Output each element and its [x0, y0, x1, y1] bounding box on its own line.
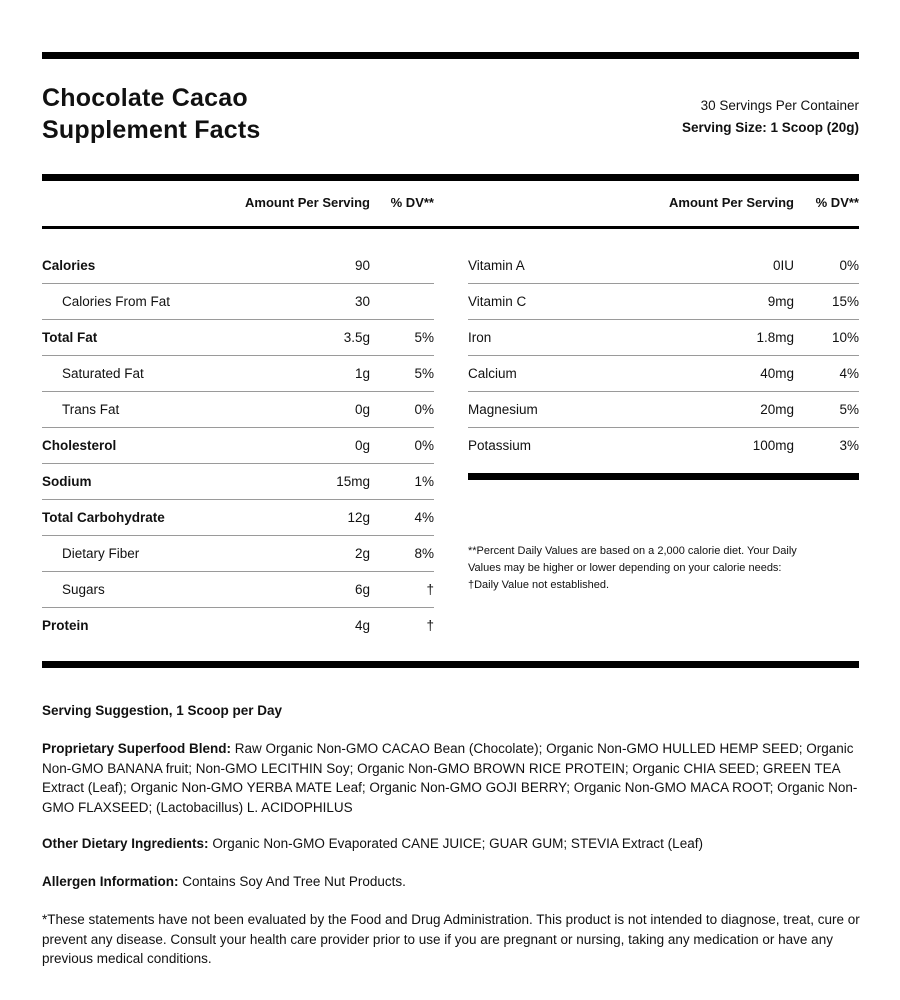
- nutrient-amount: 30: [354, 293, 370, 309]
- other-ingredients-label: Other Dietary Ingredients:: [42, 836, 209, 851]
- right-amount-header: Amount Per Serving: [669, 195, 794, 210]
- proprietary-blend: [42, 739, 860, 817]
- nutrient-row: [468, 283, 859, 319]
- nutrient-name: Cholesterol: [42, 437, 117, 453]
- nutrient-name: Protein: [42, 617, 89, 633]
- serving-info: [682, 95, 859, 139]
- nutrient-row: [468, 247, 859, 283]
- nutrient-dv: †: [426, 581, 434, 597]
- nutrient-name: Sugars: [62, 581, 105, 597]
- nutrient-row: [468, 427, 859, 463]
- nutrient-amount: 15mg: [336, 473, 370, 489]
- blend-text: Raw Organic Non-GMO CACAO Bean (Chocolate); Organic Non-GMO HULLED HEMP SEED; Organic Non-GMO BANANA fruit; Non-GMO LECITHIN Soy; Organic Non-GMO BROWN RICE PROTEIN; Organic CHIA SEED; GREEN TEA Extract (Leaf); Organic Non-GMO YERBA MATE Leaf; Organic Non-GMO GOJI BERRY; Organic Non-GMO MACA ROOT; Organic Non-GMO FLAXSEED; (Lactobacillus) L. ACIDOPHILUS: [42, 741, 858, 815]
- nutrient-dv: 8%: [414, 545, 434, 561]
- nutrient-dv: 5%: [414, 329, 434, 345]
- nutrient-dv: 1%: [414, 473, 434, 489]
- nutrient-dv: 5%: [414, 365, 434, 381]
- serving-suggestion-text: Serving Suggestion, 1 Scoop per Day: [42, 703, 283, 718]
- allergen-label: Allergen Information:: [42, 874, 179, 889]
- nutrient-row: [42, 571, 434, 607]
- fda-disclaimer: *These statements have not been evaluated by the Food and Drug Administration. This product is not intended to diagnose, treat, cure or prevent any disease. Consult your health care provider prior to use if you are pregnant or nursing, taking any medication or have any previous medical conditions.: [42, 912, 860, 966]
- nutrient-name: Iron: [468, 329, 492, 345]
- nutrient-amount: 40mg: [760, 365, 794, 381]
- nutrient-amount: 1.8mg: [756, 329, 794, 345]
- top-thick-rule: [42, 52, 859, 59]
- nutrient-amount: 20mg: [760, 401, 794, 417]
- other-ingredients: [42, 834, 860, 854]
- nutrient-amount: 0g: [354, 437, 370, 453]
- nutrient-amount: 6g: [354, 581, 370, 597]
- nutrient-dv: 0%: [414, 437, 434, 453]
- nutrient-row: [42, 283, 434, 319]
- nutrient-row: [468, 355, 859, 391]
- serving-size: Serving Size: 1 Scoop (20g): [681, 120, 859, 135]
- nutrient-amount: 1g: [354, 365, 370, 381]
- nutrient-dv: †: [426, 617, 434, 633]
- nutrient-row: [42, 427, 434, 463]
- facts-bottom-thick-rule: [42, 661, 859, 668]
- nutrient-amount: 3.5g: [343, 329, 370, 345]
- nutrient-row: [42, 535, 434, 571]
- nutrient-amount: 12g: [347, 509, 370, 525]
- nutrient-name: Vitamin C: [468, 293, 527, 309]
- other-ingredients-text: Organic Non-GMO Evaporated CANE JUICE; GUAR GUM; STEVIA Extract (Leaf): [212, 836, 703, 851]
- servings-per-container: 30 Servings Per Container: [700, 98, 859, 113]
- title-line-1: Chocolate Cacao: [42, 84, 248, 112]
- nutrient-row: [42, 319, 434, 355]
- nutrient-amount: 0g: [354, 401, 370, 417]
- nutrient-name: Potassium: [468, 437, 532, 453]
- serving-suggestion: [42, 701, 860, 721]
- nutrient-dv: 0%: [839, 257, 859, 273]
- allergen-info: [42, 872, 860, 892]
- header-thick-rule: [42, 174, 859, 181]
- nutrient-row: [42, 391, 434, 427]
- nutrient-name: Total Fat: [42, 329, 98, 345]
- nutrient-amount: 90: [354, 257, 370, 273]
- left-amount-header: Amount Per Serving: [245, 195, 370, 210]
- nutrient-row: [468, 319, 859, 355]
- nutrient-name: Saturated Fat: [62, 365, 144, 381]
- title-line-2: Supplement Facts: [42, 116, 261, 144]
- nutrient-amount: 0IU: [772, 257, 794, 273]
- nutrient-row: [468, 391, 859, 427]
- footnote-line-2: Values may be higher or lower depending on your calorie needs:: [468, 562, 782, 574]
- nutrient-row: [42, 355, 434, 391]
- nutrient-dv: 15%: [831, 293, 859, 309]
- nutrient-amount: 4g: [354, 617, 370, 633]
- nutrient-amount: 100mg: [752, 437, 794, 453]
- nutrient-row: [42, 607, 434, 643]
- nutrient-name: Magnesium: [468, 401, 538, 417]
- right-dv-header: % DV**: [815, 195, 859, 210]
- nutrient-name: Calcium: [468, 365, 517, 381]
- nutrient-name: Calories: [42, 257, 96, 273]
- column-header-rule: [42, 226, 859, 229]
- nutrient-dv: 4%: [839, 365, 859, 381]
- nutrient-dv: 10%: [831, 329, 859, 345]
- right-table-end-rule: [468, 473, 859, 480]
- dv-footnote: [468, 543, 858, 594]
- nutrient-row: [42, 463, 434, 499]
- left-dv-header: % DV**: [390, 195, 434, 210]
- nutrient-name: Trans Fat: [62, 401, 120, 417]
- footnote-line-3: †Daily Value not established.: [468, 579, 610, 591]
- blend-label: Proprietary Superfood Blend:: [42, 741, 232, 756]
- nutrient-name: Vitamin A: [468, 257, 525, 273]
- nutrient-amount: 2g: [354, 545, 370, 561]
- footnote-line-1: **Percent Daily Values are based on a 2,000 calorie diet. Your Daily: [468, 545, 797, 557]
- nutrient-dv: 0%: [414, 401, 434, 417]
- nutrient-dv: 4%: [414, 509, 434, 525]
- nutrient-name: Total Carbohydrate: [42, 509, 165, 525]
- nutrient-name: Dietary Fiber: [62, 545, 140, 561]
- nutrient-name: Sodium: [42, 473, 92, 489]
- nutrient-row: [42, 247, 434, 283]
- nutrient-dv: 5%: [839, 401, 859, 417]
- page-title: [42, 82, 261, 146]
- allergen-text: Contains Soy And Tree Nut Products.: [182, 874, 406, 889]
- nutrient-dv: 3%: [839, 437, 859, 453]
- nutrient-row: [42, 499, 434, 535]
- nutrient-name: Calories From Fat: [62, 293, 171, 309]
- nutrient-amount: 9mg: [767, 293, 794, 309]
